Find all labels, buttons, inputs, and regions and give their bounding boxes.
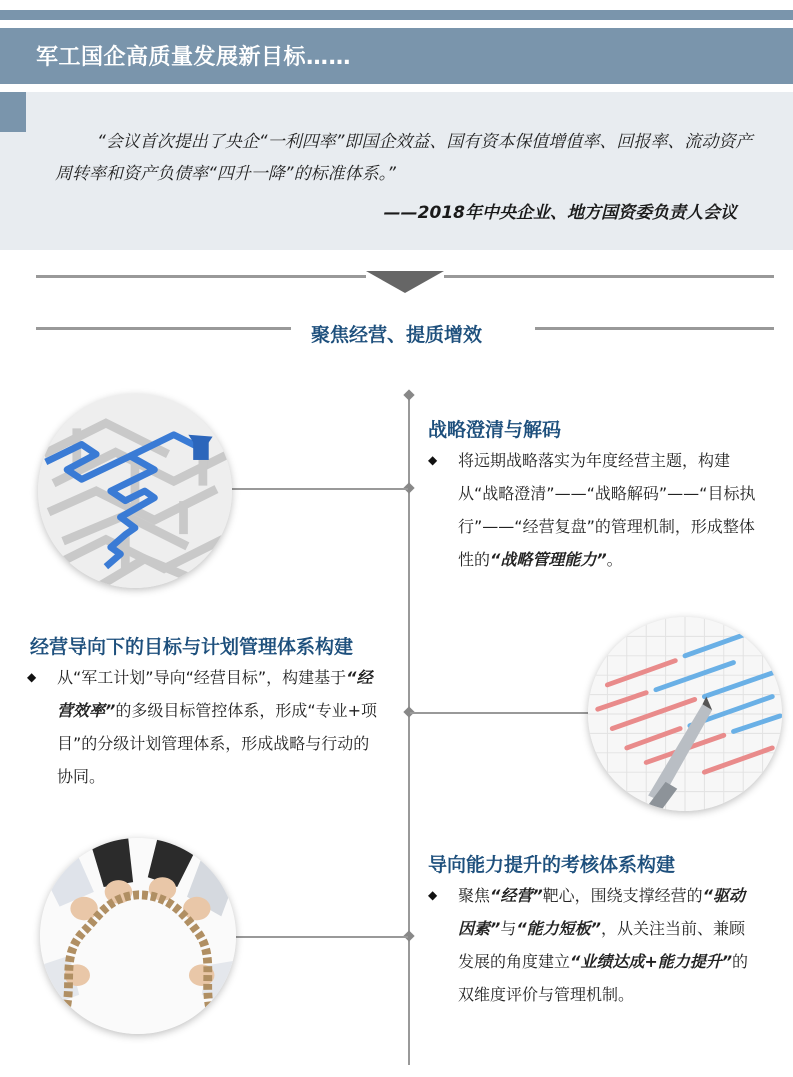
bullet-icon: ◆	[27, 670, 37, 684]
hands-rope-image	[40, 838, 236, 1034]
section-body-strategy: ◆ 将远期战略落实为年度经营主题，构建从“战略澄清”——“战略解码”——“目标执行”——“经营复盘”的管理机制，形成整体性的“战略管理能力”。	[458, 444, 766, 576]
connector	[236, 936, 408, 938]
quote-tab	[0, 92, 26, 132]
sub-heading: 聚焦经营、提质增效	[310, 324, 482, 346]
gantt-chart-pen-image	[588, 617, 782, 811]
header-top-rule	[0, 10, 793, 20]
quote-text: “会议首次提出了央企“一利四率”即国企效益、国有资本保值增值率、回报率、流动资产周转率和资产负债率“四升一降”的标准体系。”	[55, 132, 753, 184]
page-title: 军工国企高质量发展新目标……	[36, 45, 352, 70]
connector	[232, 488, 408, 490]
section-title-assessment: 导向能力提升的考核体系构建	[428, 854, 676, 876]
divider-right	[444, 275, 774, 278]
timeline-node	[403, 389, 414, 400]
divider-left	[36, 275, 366, 278]
header-bar	[0, 28, 793, 84]
section-title-target: 经营导向下的目标与计划管理体系构建	[30, 636, 354, 658]
maze-image	[38, 394, 232, 588]
quote-box	[0, 92, 793, 250]
section-title-strategy: 战略澄清与解码	[428, 419, 562, 441]
down-arrow-icon	[366, 271, 444, 293]
section-body-target: ◆ 从“军工计划”导向“经营目标”，构建基于“经营效率”的多级目标管控体系，形成“专业+项目”的分级计划管理体系，形成战略与行动的协同。	[57, 661, 383, 793]
quote-source: ——2018年中央企业、地方国资委负责人会议	[383, 203, 737, 223]
section-body-assessment: ◆ 聚焦“经营”靶心，围绕支撑经营的“驱动因素”与“能力短板”，从关注当前、兼顾发展的角度建立“业绩达成+能力提升”的双维度评价与管理机制。	[458, 879, 758, 1011]
connector	[410, 712, 590, 714]
bullet-icon: ◆	[428, 453, 438, 467]
bullet-icon: ◆	[428, 888, 438, 902]
